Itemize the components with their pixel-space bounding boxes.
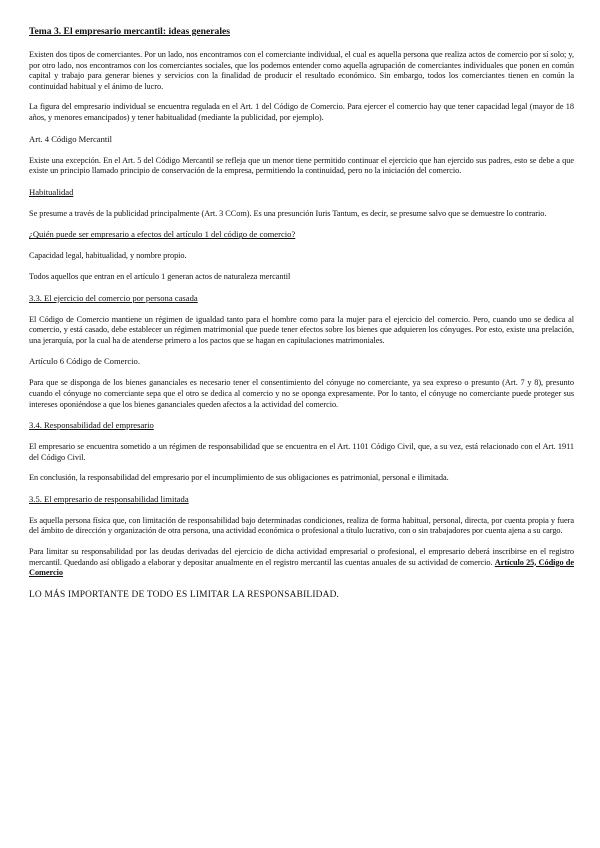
- heading-3-4: 3.4. Responsabilidad del empresario: [29, 420, 154, 431]
- document-page: [29, 26, 574, 601]
- heading-3-5: 3.5. El empresario de responsabilidad limitada: [29, 493, 189, 504]
- paragraph-requisitos: Capacidad legal, habitualidad, y nombre propio.: [29, 251, 187, 261]
- closing-statement: LO MÁS IMPORTANTE DE TODO ES LIMITAR LA RESPONSABILIDAD.: [29, 589, 340, 600]
- article-25-reference: Artículo 25, Código de Comercio: [29, 557, 574, 578]
- page-title: Tema 3. El empresario mercantil: ideas generales: [29, 26, 230, 37]
- paragraph-actos-mercantiles: Todos aquellos que entran en el artículo 1 generan actos de naturaleza mercantil: [29, 271, 291, 281]
- heading-habitualidad: Habitualidad: [29, 186, 74, 197]
- paragraph-tipos-comerciantes: Existen dos tipos de comerciantes. Por un lado, nos encontramos con el comerciante individual, el cual es aquella persona que realiza actos de comercio por sí solo; y, por otro lado, nos encontramos con los comerciantes sociales, que los podemos entender como aquella agrupación de comerciantes individuales que ponen en común capital y trabajo para generar bienes y servicios con la finalidad de producir el resultado económico. Sin embargo, todos los comerciantes tienen en común la continuidad habitual y el ánimo de lucro.: [29, 50, 574, 91]
- paragraph-limitar-responsabilidad: [29, 547, 574, 579]
- paragraph-regimen-responsabilidad: El empresario se encuentra sometido a un régimen de responsabilidad que se encuentra en el Art. 1101 Código Civil, que, a su vez, está relacionado con el Art. 1911 del Código Civil.: [29, 442, 574, 462]
- paragraph-presuncion: Se presume a través de la publicidad principalmente (Art. 3 CCom). Es una presunción Iuris Tantum, es decir, se presume salvo que se demuestre lo contrario.: [29, 208, 547, 218]
- heading-art4: Art. 4 Código Mercantil: [29, 133, 113, 144]
- paragraph-conclusion: En conclusión, la responsabilidad del empresario por el incumplimiento de sus obligaciones es patrimonial, personal e ilimitada.: [29, 473, 449, 483]
- heading-art6: Artículo 6 Código de Comercio.: [29, 356, 140, 367]
- heading-3-3: 3.3. El ejercicio del comercio por persona casada: [29, 292, 198, 303]
- paragraph-igualdad: El Código de Comercio mantiene un régimen de igualdad tanto para el hombre como para la mujer para el ejercicio del comercio. Pero, cuando uno se dedica al comercio, y está casado, debe establecer un régimen matrimonial que puede tener efectos sobre los bienes que adquieren los cónyuges. Por esto, existe una prelación, una jerarquía, por la cual ha de atenderse primero a los pactos que se hagan en capitulaciones matrimoniales.: [29, 314, 574, 345]
- paragraph-limitar-text: Para limitar su responsabilidad por las deudas derivadas del ejercicio de dicha actividad empresarial o profesional, el empresario deberá inscribirse en el registro mercantil. Quedando así obligado a elaborar y depositar anualmente en el registro mercantil las cuentas anuales de su actividad de comercio.: [29, 547, 574, 567]
- paragraph-persona-fisica: Es aquella persona física que, con limitación de responsabilidad bajo determinadas condiciones, realiza de forma habitual, personal, directa, por cuenta propia y fuera del ámbito de dirección y organización de otra persona, una actividad económica o profesional a título lucrativo, con o sin trabajadores por cuenta ajena a su cargo.: [29, 515, 574, 536]
- paragraph-bienes-gananciales: Para que se disponga de los bienes gananciales es necesario tener el consentimiento del cónyuge no comerciante, ya sea expreso o presunto (Art. 7 y 8), presunto cuando el cónyuge no comerciante sepa que el otro se dedica al comercio y no se oponga expresamente. Por lo tanto, el cónyuge no comerciante puede proteger sus intereses oponiéndose a que los bienes gananciales queden afectos a la actividad del comercio.: [29, 378, 574, 409]
- paragraph-excepcion: Existe una excepción. En el Art. 5 del Código Mercantil se refleja que un menor tiene permitido continuar el ejercicio que han ejercido sus padres, esto se debe a que existe un principio llamado principio de conservación de la empresa, permitiendo la continuidad, pero no la iniciación del comercio.: [29, 155, 574, 176]
- heading-quien-puede: ¿Quién puede ser empresario a efectos del artículo 1 del código de comercio?: [29, 229, 296, 240]
- paragraph-empresario-individual: La figura del empresario individual se encuentra regulada en el Art. 1 del Código de Comercio. Para ejercer el comercio hay que tener capacidad legal (mayor de 18 años, y menores emancipados) y tener habitualidad (mediante la publicidad, por ejemplo).: [29, 102, 574, 122]
